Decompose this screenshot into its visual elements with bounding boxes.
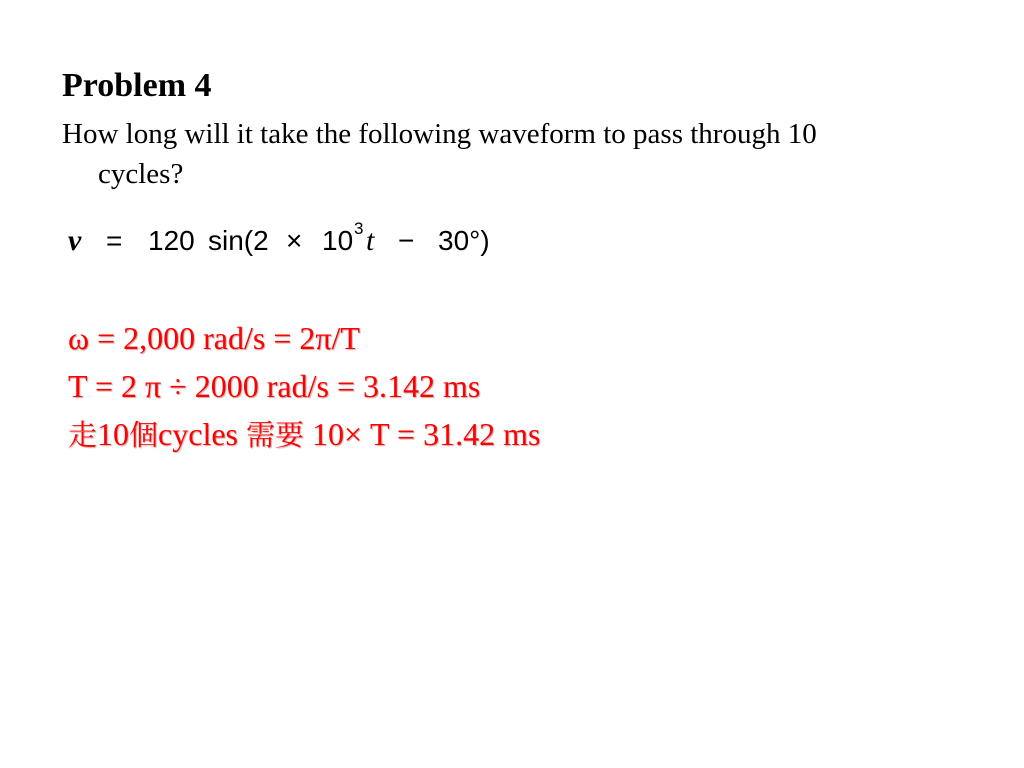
answer-cjk-walk: 走	[68, 418, 98, 452]
problem-question	[62, 114, 982, 194]
answer-result: 10× T = 31.42 ms	[304, 416, 541, 452]
answer-count: 10	[97, 416, 130, 452]
equation-equals: =	[106, 225, 123, 256]
answer-cjk-need: 需要	[245, 418, 304, 452]
equation-function: sin(2	[208, 225, 269, 256]
equation-base: 10	[322, 225, 354, 256]
waveform-equation-svg	[66, 214, 556, 264]
question-line-1: How long will it take the following waveform to pass through 10	[62, 118, 817, 150]
equation-lhs: v	[68, 224, 82, 257]
problem-title: Problem 4	[62, 67, 212, 104]
question-line-2: cycles?	[98, 158, 184, 190]
equation-times: ×	[286, 225, 303, 256]
equation-minus: −	[398, 225, 415, 256]
equation-variable: t	[366, 224, 375, 257]
equation-amplitude: 120	[148, 225, 195, 256]
equation-exponent: 3	[354, 219, 364, 238]
answer-line-total-time	[68, 410, 540, 459]
answer-cycles: cycles	[158, 416, 246, 452]
answer-block	[68, 314, 540, 459]
answer-line-omega: ω = 2,000 rad/s = 2π/T	[68, 320, 360, 356]
waveform-equation	[66, 214, 556, 264]
answer-cjk-measure: 個	[129, 418, 159, 452]
answer-line-period: T = 2 π ÷ 2000 rad/s = 3.142 ms	[68, 368, 481, 404]
equation-phase: 30°)	[438, 225, 490, 256]
